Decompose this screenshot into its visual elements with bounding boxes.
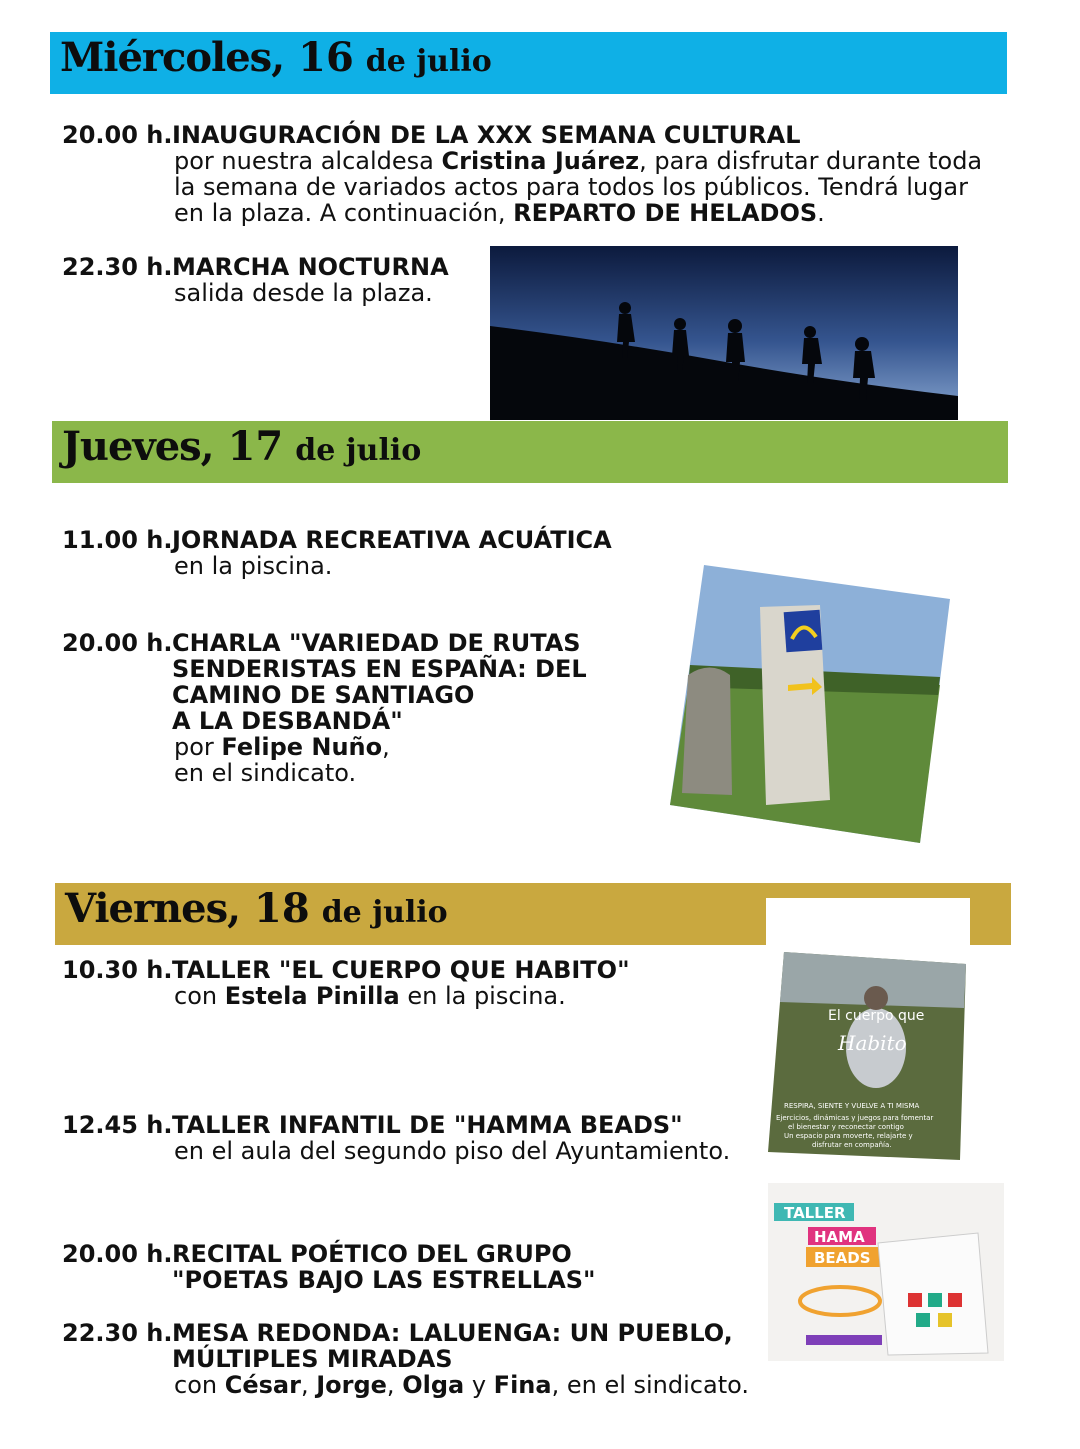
day-name: Jueves, [62, 423, 214, 470]
event-time: 22.30 h. [62, 253, 173, 281]
event-title: MÚLTIPLES MIRADAS [172, 1345, 453, 1373]
day-header-jueves [52, 421, 1008, 483]
day-number: 18 [254, 885, 310, 932]
day-month: de julio [365, 44, 492, 79]
event-text: con [174, 1371, 225, 1399]
event-taller-cuerpo [62, 957, 630, 1009]
event-time: 20.00 h. [62, 1240, 173, 1268]
event-title: RECITAL POÉTICO DEL GRUPO [172, 1240, 572, 1268]
event-text: en la plaza. A continuación, [174, 199, 514, 227]
event-title: SENDERISTAS EN ESPAÑA: DEL [172, 655, 587, 683]
event-person: Estela Pinilla [224, 982, 400, 1010]
day-name: Viernes, [65, 885, 241, 932]
event-text: , en el sindicato. [551, 1371, 749, 1399]
hama-word-taller: TALLER [784, 1204, 846, 1222]
event-person: Olga [402, 1371, 465, 1399]
night-hike-illustration [490, 246, 958, 420]
hama-word-beads: BEADS [814, 1249, 871, 1267]
event-title: MESA REDONDA: LALUENGA: UN PUEBLO, [172, 1319, 733, 1347]
hama-word-hama: HAMA [814, 1228, 865, 1246]
event-person: Cristina Juárez [441, 147, 640, 175]
day-month: de julio [295, 433, 422, 468]
hama-beads-poster [768, 1183, 1004, 1361]
event-text: , [300, 1371, 317, 1399]
event-text: , [382, 733, 390, 761]
cuerpo-que-habito-poster [766, 898, 970, 1166]
event-text: , para disfrutar durante toda [639, 147, 983, 175]
event-text: en la piscina. [399, 982, 566, 1010]
event-taller-hama [62, 1112, 730, 1164]
event-person: Fina [493, 1371, 552, 1399]
night-hike-photo [490, 246, 958, 420]
event-jornada-acuatica [62, 527, 612, 579]
camino-santiago-photo [670, 565, 950, 843]
event-text: en el sindicato. [174, 759, 357, 787]
poster-script: Habito [838, 1031, 907, 1055]
poster-line: el bienestar y reconectar contigo [788, 1123, 904, 1131]
event-title: A LA DESBANDÁ" [172, 707, 403, 735]
event-time: 20.00 h. [62, 121, 173, 149]
event-title: INAUGURACIÓN DE LA XXX SEMANA CULTURAL [172, 121, 801, 149]
event-title: "POETAS BAJO LAS ESTRELLAS" [172, 1266, 596, 1294]
event-person: Felipe Nuño [221, 733, 383, 761]
event-title: CHARLA "VARIEDAD DE RUTAS [172, 629, 581, 657]
event-title: MARCHA NOCTURNA [172, 253, 449, 281]
poster-line: Ejercicios, dinámicas y juegos para fomentar [776, 1114, 934, 1122]
event-title: TALLER INFANTIL DE "HAMMA BEADS" [172, 1111, 683, 1139]
event-marcha-nocturna [62, 254, 449, 306]
event-title: TALLER "EL CUERPO QUE HABITO" [172, 956, 630, 984]
event-person: César [224, 1371, 301, 1399]
event-time: 12.45 h. [62, 1111, 173, 1139]
event-time: 20.00 h. [62, 629, 173, 657]
event-title: CAMINO DE SANTIAGO [172, 681, 475, 709]
event-text: por [174, 733, 222, 761]
event-text: . [817, 199, 825, 227]
event-title: JORNADA RECREATIVA ACUÁTICA [172, 526, 612, 554]
event-text: en la piscina. [174, 552, 333, 580]
event-time: 11.00 h. [62, 526, 173, 554]
event-text: por nuestra alcaldesa [174, 147, 442, 175]
event-inauguracion [62, 122, 982, 226]
day-number: 17 [227, 423, 284, 470]
event-mesa-redonda [62, 1320, 749, 1398]
event-charla-rutas [62, 630, 587, 786]
hama-illustration [768, 1183, 1004, 1361]
event-highlight: REPARTO DE HELADOS [513, 199, 818, 227]
event-text: en el aula del segundo piso del Ayuntamiento. [174, 1137, 731, 1165]
poster-tagline: RESPIRA, SIENTE Y VUELVE A TI MISMA [784, 1102, 920, 1110]
event-text: la semana de variados actos para todos los públicos. Tendrá lugar [174, 173, 968, 201]
day-name: Miércoles, [60, 34, 285, 81]
event-recital-poetico [62, 1241, 596, 1293]
camino-marker-illustration [670, 565, 950, 843]
poster-line: disfrutar en compañía. [812, 1141, 892, 1149]
day-header-miercoles [50, 32, 1007, 94]
event-time: 22.30 h. [62, 1319, 173, 1347]
day-number: 16 [298, 34, 354, 81]
event-time: 10.30 h. [62, 956, 173, 984]
event-text: salida desde la plaza. [174, 279, 433, 307]
event-text: con [174, 982, 225, 1010]
poster-illustration [766, 898, 970, 1166]
poster-title: El cuerpo que [828, 1008, 925, 1024]
event-person: Jorge [316, 1371, 387, 1399]
event-text: y [464, 1371, 494, 1399]
day-month: de julio [321, 895, 448, 930]
poster-line: Un espacio para moverte, relajarte y [784, 1132, 913, 1140]
event-text: , [386, 1371, 403, 1399]
